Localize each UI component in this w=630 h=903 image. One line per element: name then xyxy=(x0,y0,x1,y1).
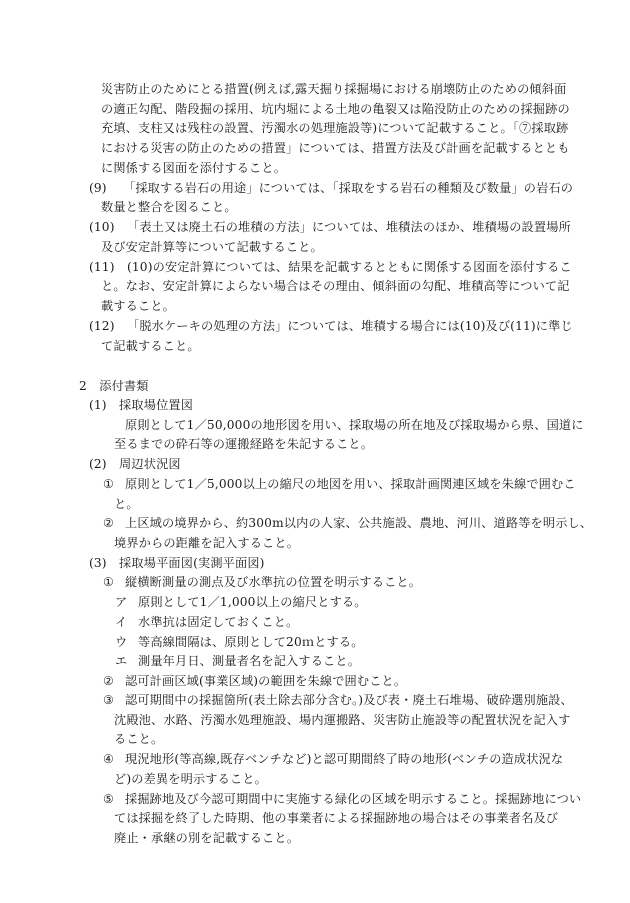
s2-2-c1-line-2: と。 xyxy=(114,496,139,511)
item-10-number: (10) xyxy=(89,219,115,234)
s2-3-sub-a-key: ア xyxy=(115,595,128,610)
s2-3-c5-mark: ⑤ xyxy=(103,791,115,806)
item-9-line-1: 「採取する岩石の用途」については、「採取をする岩石の種類及び数量」の岩石の xyxy=(123,180,574,195)
para8-line-4: における災害の防止のための措置」については、措置方法及び計画を記載するととも xyxy=(101,141,570,156)
para8-line-5: に関係する図面を添付すること。 xyxy=(101,160,287,175)
s2-1-title: (1) 採取場位置図 xyxy=(89,398,194,412)
para8-line-3: 充填、支柱又は残柱の設置、汚濁水の処理施設等)について記載すること。「⑦採取跡 xyxy=(101,121,569,136)
s2-3-sub-u-key: ウ xyxy=(115,634,128,649)
s2-2-title: (2) 周辺状況図 xyxy=(89,457,181,472)
s2-3-title: (3) 採取場平面図(実測平面図) xyxy=(89,556,265,570)
s2-3-c3-line-2: 沈殿池、水路、汚濁水処理施設、場内運搬路、災害防止施設等の配置状況を記入す xyxy=(114,713,571,728)
s2-2-c2-line-1: 上区域の境界から、約300m以内の人家、公共施設、農地、河川、道路等を明示し、 xyxy=(125,515,593,530)
item-12-number: (12) xyxy=(89,319,115,334)
s2-2-c2-line-2: 境界からの距離を記入すること。 xyxy=(114,535,300,550)
item-10-line-2: 及び安定計算等について記載すること。 xyxy=(101,240,323,254)
s2-3-sub-e-text: 測量年月日、測量者名を記入すること。 xyxy=(138,653,361,668)
s2-1-line-1: 原則として1／50,000の地形図を用い、採取場の所在地及び採取場から県、国道に xyxy=(125,418,584,433)
s2-3-c2-mark: ② xyxy=(103,673,115,688)
s2-2-c1-mark: ① xyxy=(103,476,115,491)
item-11-number: (11) xyxy=(89,260,115,275)
s2-3-c4-mark: ④ xyxy=(103,752,115,767)
item-12-line-1: 「脱水ケーキの処理の方法」については、堆積する場合には(10)及び(11)に準じ xyxy=(127,319,573,334)
s2-3-c1-mark: ① xyxy=(103,575,115,590)
s2-3-c2-text: 認可計画区域(事業区域)の範囲を朱線で囲むこと。 xyxy=(125,673,407,688)
s2-3-c5-line-3: 廃止・承継の別を記載すること。 xyxy=(114,831,300,845)
s2-3-sub-a-text: 原則として1／1,000以上の縮尺とする。 xyxy=(138,595,367,610)
item-12-line-2: て記載すること。 xyxy=(101,338,200,353)
s2-3-c1-text: 縦横断測量の測点及び水準抗の位置を明示すること。 xyxy=(125,575,422,590)
s2-3-c5-line-2: ては採掘を終了した時期、他の事業者による採掘跡地の場合はその事業者名及び xyxy=(114,810,559,825)
s2-3-c3-mark: ③ xyxy=(103,693,115,708)
s2-1-line-2: 至るまでの砕石等の運搬経路を朱記すること。 xyxy=(114,437,374,452)
s2-3-sub-u-text: 等高線間隔は、原則として20ｍとする。 xyxy=(138,634,364,649)
s2-3-sub-e-key: エ xyxy=(115,653,128,668)
s2-3-c4-line-2: ど)の差異を明示すること。 xyxy=(114,771,267,786)
s2-3-sub-i-key: イ xyxy=(115,614,128,629)
para8-line-2: の適正勾配、階段掘の採用、坑内堀による土地の亀裂又は陥没防止のための採掘跡の xyxy=(101,102,570,117)
para8-line-1: 災害防止のためにとる措置(例えば,露天掘り採掘場における崩壊防止のための傾斜面 xyxy=(101,82,567,96)
item-11-line-1: (10)の安定計算については、結果を記載するとともに関係する図面を添付するこ xyxy=(127,260,572,275)
s2-2-c2-mark: ② xyxy=(103,515,115,530)
s2-3-c3-line-3: ること。 xyxy=(114,732,164,747)
item-11-line-2: と。なお、安定計算によらない場合はその理由、傾斜面の勾配、堆積高等について記 xyxy=(101,279,570,294)
section-2-heading: 2 添付書類 xyxy=(79,378,149,393)
s2-3-c4-line-1: 現況地形(等高線,既存ベンチなど)と認可期間終了時の地形(ベンチの造成状況な xyxy=(125,752,564,767)
s2-3-sub-i-text: 水準抗は固定しておくこと。 xyxy=(138,614,299,629)
item-11-line-3: 載すること。 xyxy=(101,299,176,314)
item-9-line-2: 数量と整合を図ること。 xyxy=(101,199,237,214)
s2-2-c1-line-1: 原則として1／5,000以上の縮尺の地図を用い、採取計画関連区域を朱線で囲むこ xyxy=(125,476,576,491)
item-9-number: (9) xyxy=(89,180,107,195)
s2-3-c3-line-1: 認可期間中の採掘箇所(表土除去部分含む。)及び表・廃土石堆場、破砕選別施設、 xyxy=(125,693,573,708)
s2-3-c5-line-1: 採掘跡地及び今認可期間中に実施する緑化の区域を明示すること。採掘跡地につい xyxy=(125,791,582,806)
item-10-line-1: 「表土又は廃土石の堆積の方法」については、堆積法のほか、堆積場の設置場所 xyxy=(127,219,571,234)
